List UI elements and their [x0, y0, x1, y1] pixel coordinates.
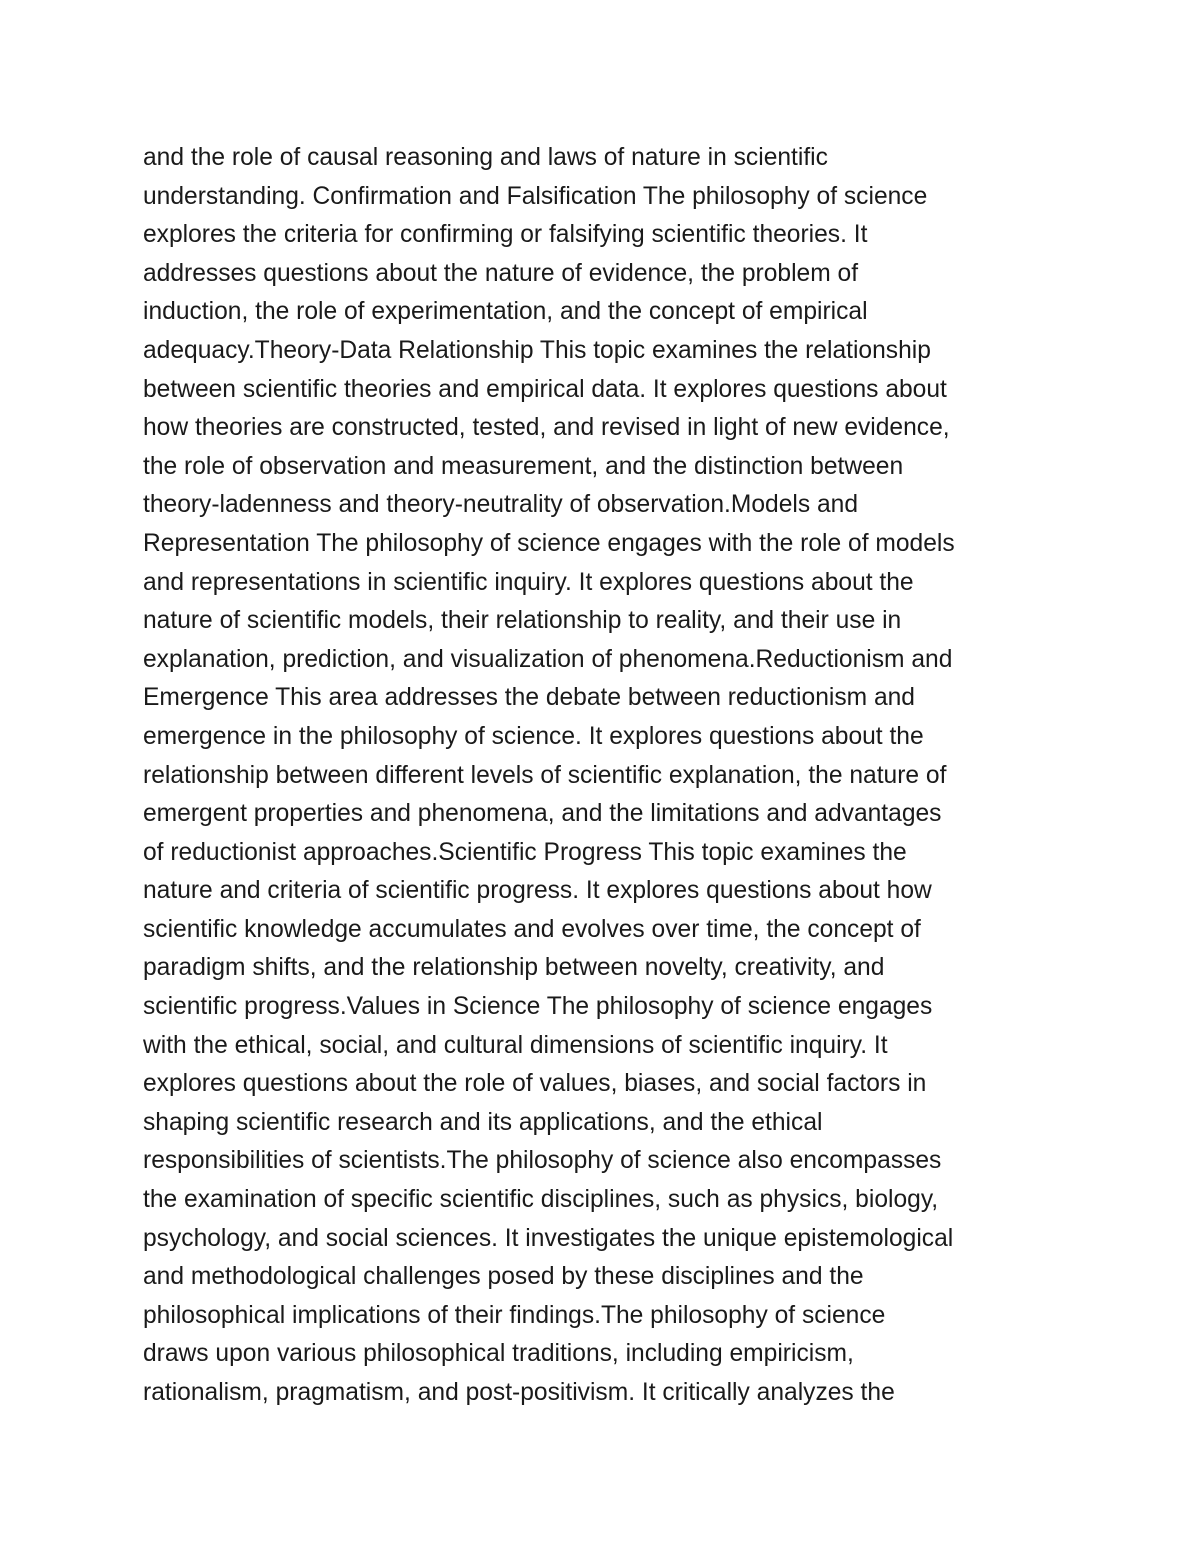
text-line-26: shaping scientific research and its applications, and the ethical	[143, 1108, 823, 1136]
text-line-1: and the role of causal reasoning and laws of nature in scientific	[143, 144, 828, 171]
text-line-4: addresses questions about the nature of evidence, the problem of	[143, 259, 859, 287]
text-line-7: between scientific theories and empirical data. It explores questions about	[143, 375, 947, 403]
text-line-30: and methodological challenges posed by these disciplines and the	[143, 1263, 864, 1291]
text-line-21: scientific knowledge accumulates and evolves over time, the concept of	[143, 915, 921, 943]
text-line-14: explanation, prediction, and visualization of phenomena.Reductionism and	[143, 645, 953, 673]
text-line-12: and representations in scientific inquiry. It explores questions about the	[143, 568, 914, 596]
text-line-19: of reductionist approaches.Scientific Progress This topic examines the	[143, 838, 907, 866]
text-line-33: rationalism, pragmatism, and post-positivism. It critically analyzes the	[143, 1379, 895, 1406]
text-line-5: induction, the role of experimentation, and the concept of empirical	[143, 298, 868, 326]
text-line-28: the examination of specific scientific disciplines, such as physics, biology,	[143, 1186, 939, 1214]
text-line-15: Emergence This area addresses the debate between reductionism and	[143, 684, 915, 712]
text-line-25: explores questions about the role of values, biases, and social factors in	[143, 1070, 927, 1098]
text-line-17: relationship between different levels of scientific explanation, the nature of	[143, 761, 947, 789]
text-line-22: paradigm shifts, and the relationship between novelty, creativity, and	[143, 954, 885, 982]
text-line-6: adequacy.Theory-Data Relationship This topic examines the relationship	[143, 336, 931, 364]
text-line-27: responsibilities of scientists.The philosophy of science also encompasses	[143, 1147, 942, 1175]
text-line-24: with the ethical, social, and cultural dimensions of scientific inquiry. It	[143, 1031, 888, 1059]
text-line-8: how theories are constructed, tested, and revised in light of new evidence,	[143, 414, 950, 442]
text-line-3: explores the criteria for confirming or falsifying scientific theories. It	[143, 221, 868, 249]
text-line-23: scientific progress.Values in Science The philosophy of science engages	[143, 993, 933, 1021]
body-text	[143, 139, 1103, 1413]
text-line-31: philosophical implications of their findings.The philosophy of science	[143, 1301, 886, 1329]
text-line-2: understanding. Confirmation and Falsification The philosophy of science	[143, 182, 928, 210]
text-line-9: the role of observation and measurement, and the distinction between	[143, 452, 904, 480]
text-line-16: emergence in the philosophy of science. It explores questions about the	[143, 722, 924, 750]
text-line-29: psychology, and social sciences. It investigates the unique epistemological	[143, 1224, 954, 1252]
text-line-11: Representation The philosophy of science engages with the role of models	[143, 529, 955, 557]
text-line-13: nature of scientific models, their relationship to reality, and their use in	[143, 607, 902, 635]
text-line-18: emergent properties and phenomena, and the limitations and advantages	[143, 800, 942, 828]
text-line-20: nature and criteria of scientific progress. It explores questions about how	[143, 877, 932, 905]
text-line-32: draws upon various philosophical traditions, including empiricism,	[143, 1340, 854, 1368]
text-line-10: theory-ladenness and theory-neutrality of observation.Models and	[143, 491, 859, 519]
